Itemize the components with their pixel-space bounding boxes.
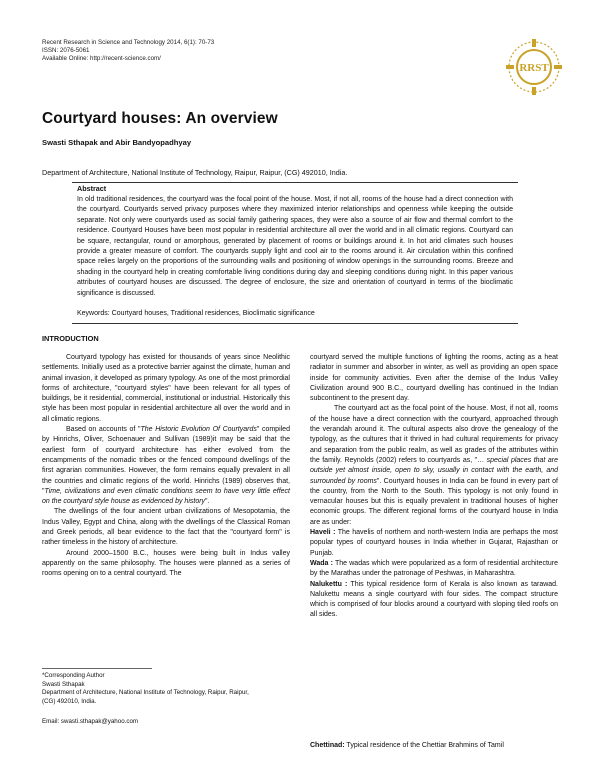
section-heading-introduction: INTRODUCTION (42, 334, 99, 343)
intro-paragraph-1: Courtyard typology has existed for thousands of years since Neolithic settlements. Initially used as a protective barrier against the climate, human and animal invasion, it developed as primary typology. As one of the most primordial forms of architecture, "courtyard styles" have been relevant for all types of buildings, be it residential, commercial, institutional or industrial. Historically this style has been most popular in residential architecture all over the world and in all climatic regions. (42, 354, 290, 423)
paper-affiliation: Department of Architecture, National Institute of Technology, Raipur, Raipur, (CG) 492010, India. (42, 168, 348, 177)
haveli-paragraph: Haveli : The havelis of northern and north-western India are perhaps the most popular types of courtyard houses in India whether in Gujarat, Rajasthan or Punjab. (310, 529, 559, 557)
right-column (310, 353, 558, 621)
corresponding-author-footnote: *Corresponding Author Swasti Sthapak Department of Architecture, National Institute of Technology, Raipur, Raipur, (CG) 492010, India. (42, 672, 249, 705)
abstract-top-rule (72, 182, 518, 183)
journal-citation: Recent Research in Science and Technology 2014, 6(1): 70-73 (42, 39, 215, 46)
journal-url: Available Online: http://recent-science.com/ (42, 55, 161, 62)
intro-paragraph-5: courtyard served the multiple functions of lighting the rooms, acting as a heat radiator in summer and absorber in winter, as well as providing an open space inside for community activities. Even after the demise of the Indus Valley Civilization around 900 B.C., courtyard dwelling has continued in the Indian subcontinent to the present day. (310, 354, 558, 403)
footnote-rule (42, 668, 152, 669)
wada-paragraph: Wada : The wadas which were popularized as a form of residential architecture by the Marathas under the patronage of Peshwas, in Maharashtra. (310, 559, 559, 578)
keywords-line (77, 310, 315, 317)
nalukettu-paragraph: Nalukettu : This typical residence form of Kerala is also known as tarawad. Nalukettu means a single courtyard with four sides. The compact structure which is comprised of four blocks around a courtyard with sloping tiled roofs on all sides. (310, 580, 558, 619)
intro-paragraph-3: The dwellings of the four ancient urban civilizations of Mesopotamia, the Indus Valley, Egypt and China, along with the dwellings of the Classical Roman and Greek periods, all bear evidence to the fact that the "courtyard form" is rather timeless in the history of architecture. (42, 508, 290, 547)
abstract-bottom-rule (72, 323, 518, 324)
author-email: Email: swasti.sthapak@yahoo.com (42, 718, 139, 725)
keywords-label: Keywords: (77, 310, 110, 317)
abstract-heading: Abstract (77, 184, 107, 193)
abstract-body: In old traditional residences, the courtyard was the focal point of the house. Most, if not all, rooms of the house had a direct connection with the courtyard. Courtyards served privacy purposes where they maximized interior relationships and openness while keeping the outside separate. Not only were courtyards used as social family gathering spaces, they were also a source of air flow and thermal comfort to the residence. Courtyard Houses have been most popular in residential architecture all over the world and in all climatic regions. Courtyard can be square, rectangular, round or amorphous, generated by placement of rooms or buildings around it. In hot arid climates such houses provide a greater measure of comfort. The courtyards supply light and cool air to the rooms around it. Air circulation within this confined space relies largely on the proportions of the surrounding walls and positioning of window openings in the surrounding rooms. Breeze and shading in the courtyard help in creating comfortable living conditions during day and sleeping conditions during night. In this paper various attributes of courtyard houses are discussed. The degree of enclosure, the size and orientation of courtyard in terms of the bioclimatic significance is discussed. (77, 196, 513, 297)
intro-paragraph-4: Around 2000–1500 B.C., houses were being built in Indus valley apparently on the same philosophy. The houses were planned as a series of rooms opening on to a central courtyard. The (42, 549, 290, 578)
left-column (42, 353, 290, 580)
intro-paragraph-2: Based on accounts of "The Historic Evolution Of Courtyards" compiled by Hinrichs, Oliver, Schoenauer and Sullivan (1989)it may be said that the earliest form of courtyard architecture has either evolved from the encampments of the nomadic tribes or the fenced compound dwellings of the first agrarian communities. However, the form remains equally prevalent in all the countries and climatic regions of the world. Hinrichs (1989) observes that, "Time, civilizations and even climatic conditions seem to have very little effect on the courtyard style house as evidenced by history". (42, 426, 290, 506)
intro-paragraph-6: The courtyard act as the focal point of the house. Most, if not all, rooms of the house have a direct connection with the courtyard, approached through the verandah around it. The cultural aspects also drove the genealogy of the typology, as the cultures that it thrived in had cultural requirements for privacy and separation from the public realm, as well as grades of the attributes within the family. Reynolds (2002) refers to courtyards as, "… special places that are outside yet almost inside, open to sky, usually in contact with the earth, and surrounded by rooms". Courtyard houses in India can be found in every part of the country, from the North to the South. This typology is not only found in vernacular houses but this is equally prevalent in traditional houses of higher economic groups. The different regional forms of the courtyard house in India are as under: (310, 405, 558, 526)
logo-text: RRST (519, 62, 549, 74)
paper-authors: Swasti Sthapak and Abir Bandyopadhyay (42, 138, 192, 147)
keywords-text: Courtyard houses, Traditional residences, Bioclimatic significance (111, 310, 315, 317)
journal-logo (505, 38, 563, 96)
paper-title: Courtyard houses: An overview (42, 110, 278, 127)
journal-issn: ISSN: 2076-5061 (42, 47, 90, 54)
chettinad-paragraph: Chettinad: Typical residence of the Chettiar Brahmins of Tamil (310, 742, 504, 749)
